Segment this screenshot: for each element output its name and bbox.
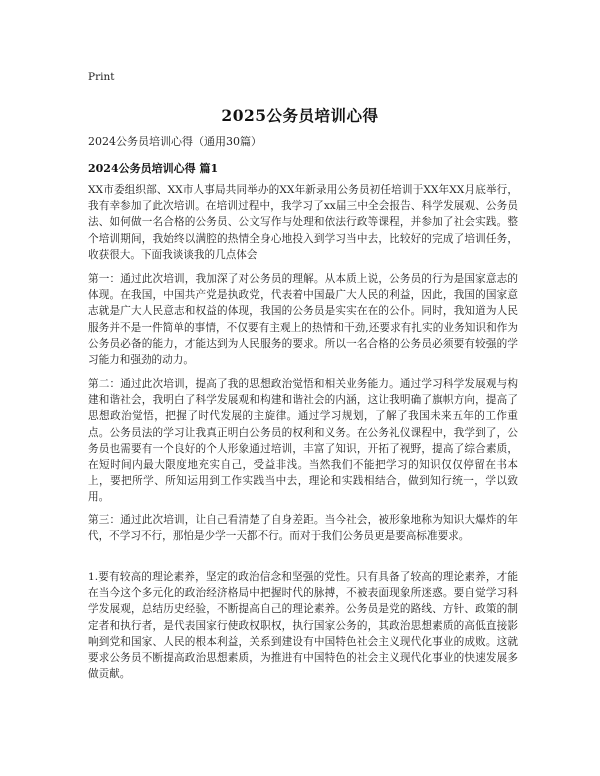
section-heading: 2024公务员培训心得 篇1: [88, 162, 219, 175]
page-title: 2025公务员培训心得: [221, 106, 379, 125]
paragraph-first-point: 第一：通过此次培训，我加深了对公务员的理解。从本质上说，公务员的行为是国家意志的体现。在我国，中国共产党是执政党，代表着中国最广大人民的利益，因此，我国的国家意志就是广大人民意志和权益的体现，我国的公务员是实实在在的公仆。同时，我知道为人民服务并不是一件简单的事情，不仅要有主观上的热情和干劲,还要求有扎实的业务知识和作为公务员必备的能力，才能达到为人民服务的要求。所以一名合格的公务员必须要有较强的学习能力和强劲的动力。: [88, 273, 518, 367]
paragraph-third-point: 第三：通过此次培训，让自己看清楚了自身差距。当今社会，被形象地称为知识大爆炸的年代，不学习不行，那怕是少学一天都不行。而对于我们公务员更是要高标准要求。: [88, 514, 518, 543]
paragraph-intro: XX市委组织部、XX市人事局共同举办的XX年新录用公务员初任培训于XX年XX月底举行，我有幸参加了此次培训。在培训过程中，我学习了xx届三中全会报告、科学发展观、公务员法、如何做一名合格的公务员、公文写作与处理和依法行政等课程，并参加了社会实践。整个培训期间，我始终以满腔的热情全身心地投入到学习当中去，比较好的完成了培训任务，收获很大。下面我谈谈我的几点体会: [88, 184, 518, 261]
document-subtitle: 2024公务员培训心得（通用30篇）: [88, 135, 262, 148]
paragraph-second-point: 第二：通过此次培训，提高了我的思想政治觉悟和相关业务能力。通过学习科学发展观与构建和谐社会，我明白了科学发展观和构建和谐社会的内涵，这让我明确了旗帜方向，提高了思想政治觉悟，把握了时代发展的主旋律。通过学习规划，了解了我国未来五年的工作重点。公务员法的学习让我真正明白公务员的权利和义务。在公务礼仪课程中，我学到了，公务员也需要有一个良好的个人形象通过培训，丰富了知识，开拓了视野，提高了综合素质，在短时间内最大限度地充实自己，受益非浅。当然我们不能把学习的知识仅仅停留在书本上，要把所学、所知运用到工作实践当中去，理论和实践相结合，做到知行统一，学以致用。: [88, 378, 518, 504]
print-link[interactable]: Print: [88, 71, 115, 83]
paragraph-item-1: 1.要有较高的理论素养，坚定的政治信念和坚强的党性。只有具备了较高的理论素养，才能在当今这个多元化的政治经济格局中把握时代的脉搏，不被表面现象所迷惑。要自觉学习科学发展观，总结历史经验，不断提高自己的理论素养。公务员是党的路线、方针、政策的制定者和执行者，是代表国家行使政权职权，执行国家公务的，其政治思想素质的高低直接影响到党和国家、人民的根本利益，关系到建设有中国特色社会主义现代化事业的成败。这就要求公务员不断提高政治思想素质，为推进有中国特色的社会主义现代化事业的快速发展多做贡献。: [88, 571, 518, 681]
